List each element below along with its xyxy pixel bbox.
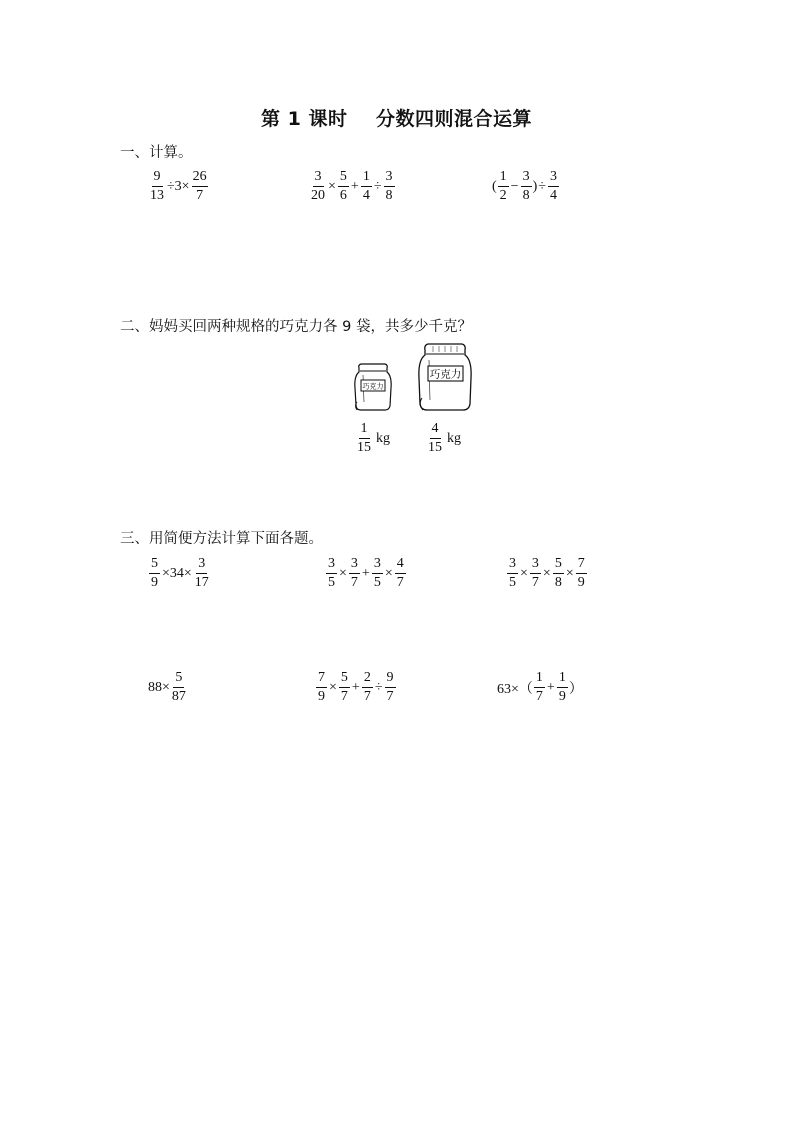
- section-3-heading: 三、用简便方法计算下面各题。: [120, 531, 323, 547]
- fraction: $\frac{7}{9}$: [577, 556, 585, 590]
- fraction: $\frac{3}{20}$: [311, 169, 325, 203]
- fraction: $\frac{3}{5}$: [328, 556, 335, 590]
- bag-label-small: 巧克力: [362, 382, 384, 391]
- operator: +: [351, 679, 360, 695]
- problem-1-3: [492, 170, 560, 203]
- section-1-heading: 一、计算。: [120, 145, 193, 161]
- prefix: 88×: [148, 679, 170, 695]
- operator: ×: [520, 565, 528, 581]
- fraction: $\frac{5}{8}$: [554, 556, 562, 590]
- fraction: $\frac{26}{7}$: [192, 169, 207, 203]
- unit: kg: [376, 430, 390, 446]
- operator: ÷: [374, 679, 383, 695]
- chocolate-bag-small-image: [351, 362, 395, 414]
- fraction: $\frac{3}{4}$: [549, 169, 557, 203]
- unit: kg: [447, 430, 461, 446]
- fraction: $\frac{3}{8}$: [522, 169, 530, 203]
- open-paren: (: [492, 178, 497, 194]
- chocolate-bag-large-image: [415, 342, 475, 414]
- fraction: $\frac{1}{7}$: [535, 670, 543, 704]
- fraction: $\frac{5}{7}$: [340, 670, 348, 704]
- operator: ÷: [538, 178, 546, 194]
- section-2-heading: 二、妈妈买回两种规格的巧克力各 9 袋，共多少千克？: [120, 319, 472, 335]
- fraction: $\frac{7}{9}$: [318, 670, 325, 704]
- problem-3-3: [506, 557, 588, 590]
- operator: ÷3×: [167, 178, 190, 194]
- problem-3-6: [497, 671, 583, 704]
- operator: ×34×: [162, 565, 192, 581]
- fraction: $\frac{5}{87}$: [171, 670, 186, 704]
- operator: +: [350, 178, 359, 194]
- operator: ÷: [373, 178, 382, 194]
- fraction: $\frac{3}{17}$: [194, 556, 209, 590]
- weight-large: [426, 422, 461, 455]
- problem-3-4: [148, 671, 188, 704]
- operator: ×: [565, 565, 574, 581]
- fraction: $\frac{1}{4}$: [362, 169, 370, 203]
- fraction: $\frac{9}{7}$: [386, 670, 394, 704]
- operator: ×: [542, 565, 551, 581]
- operator: ×: [329, 679, 337, 695]
- problem-1-1: [148, 170, 209, 203]
- fraction: $\frac{1}{9}$: [558, 670, 566, 704]
- fraction: $\frac{3}{8}$: [385, 169, 393, 203]
- fraction: $\frac{3}{5}$: [373, 556, 381, 590]
- problem-1-2: [309, 170, 396, 203]
- prefix: 63×（: [497, 681, 533, 697]
- fraction: $\frac{5}{6}$: [339, 169, 347, 203]
- fraction: $\frac{3}{7}$: [350, 556, 358, 590]
- fraction: $\frac{5}{9}$: [151, 556, 158, 590]
- fraction: $\frac{9}{13}$: [150, 169, 164, 203]
- problem-3-1: [148, 557, 211, 590]
- operator: +: [361, 565, 370, 581]
- operator: ×: [328, 178, 336, 194]
- page-title: 第 1 课时 分数四则混合运算: [261, 108, 532, 130]
- operator: ×: [339, 565, 347, 581]
- fraction: $\frac{4}{7}$: [396, 556, 404, 590]
- weight-small: [355, 422, 390, 455]
- fraction: $\frac{2}{7}$: [363, 670, 371, 704]
- operator: ×: [384, 565, 393, 581]
- fraction: $\frac{4}{15}$: [428, 421, 442, 455]
- operator: −: [510, 178, 519, 194]
- bag-label-large: 巧克力: [429, 368, 462, 381]
- fraction: $\frac{3}{7}$: [531, 556, 539, 590]
- fraction: $\frac{1}{15}$: [357, 421, 371, 455]
- problem-3-2: [325, 557, 407, 590]
- close-paren: ）: [568, 681, 583, 697]
- fraction: $\frac{1}{2}$: [499, 169, 507, 203]
- fraction: $\frac{3}{5}$: [509, 556, 516, 590]
- close-paren: ): [532, 178, 538, 194]
- operator: +: [546, 679, 555, 695]
- problem-3-5: [315, 671, 397, 704]
